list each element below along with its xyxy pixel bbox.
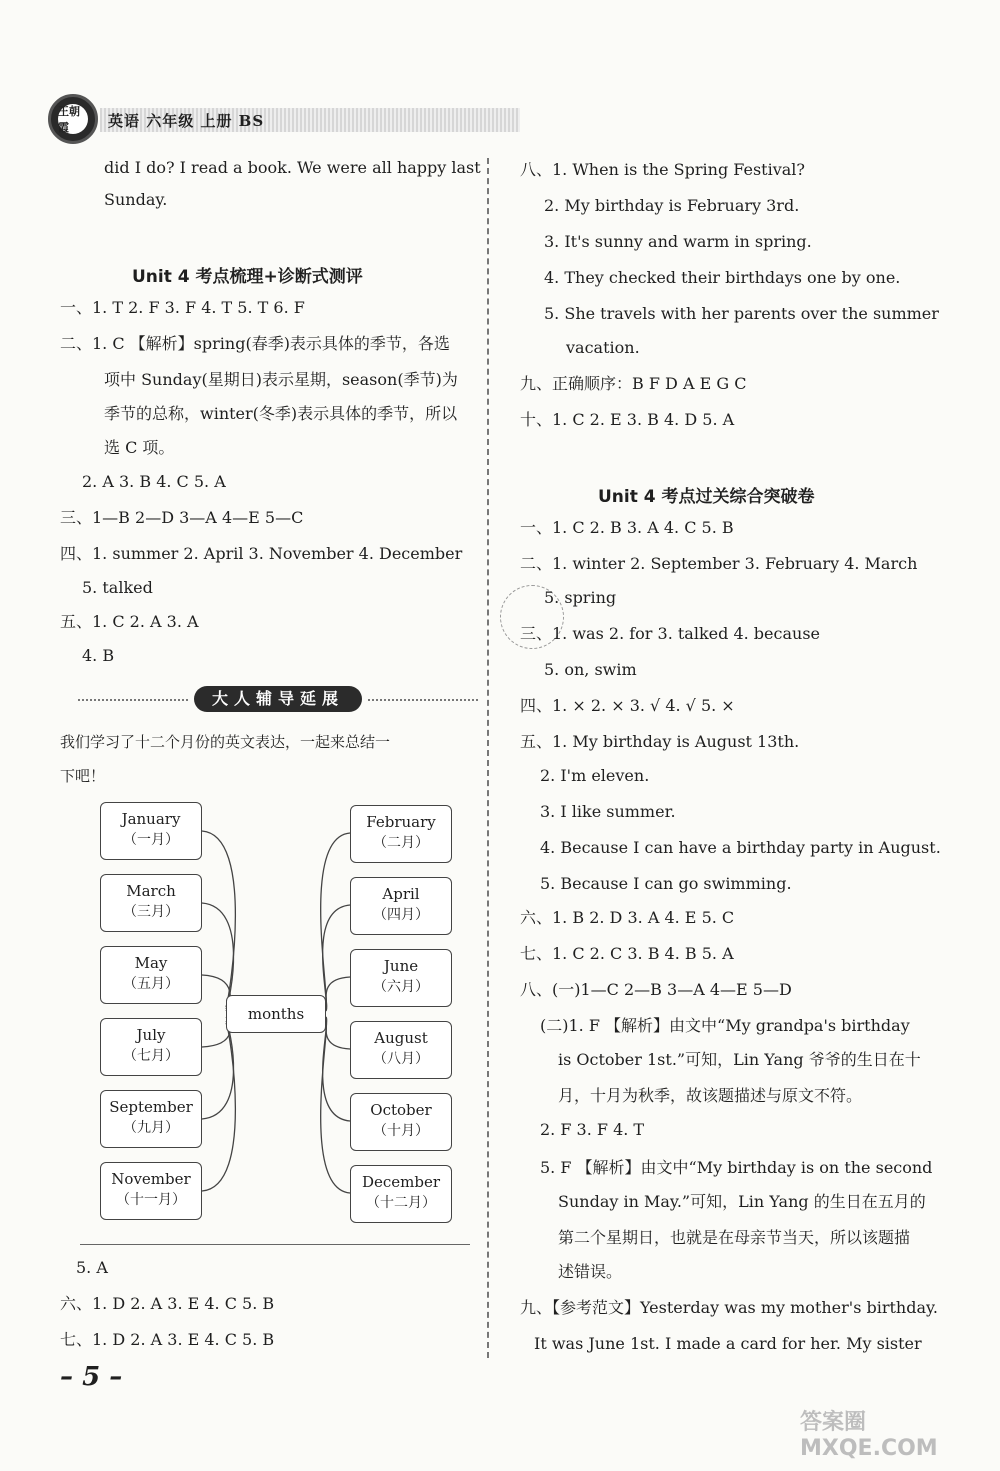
answer-line: 四、1. × 2. × 3. √ 4. √ 5. × [520,696,735,715]
answer-line: 5. spring [544,588,617,607]
month-box-june [350,949,452,1007]
publisher-logo-icon [48,94,98,144]
month-en: January [121,810,181,828]
page-number: – 5 – [60,1362,123,1392]
answer-line: 八、(一)1—C 2—B 3—A 4—E 5—D [520,980,792,999]
month-cn: （十月） [373,1123,429,1139]
month-en: April [382,885,420,903]
month-box-may [100,946,202,1004]
answer-line: 2. A 3. B 4. C 5. A [82,472,226,491]
answer-line: 一、1. C 2. B 3. A 4. C 5. B [520,518,734,537]
answer-line: 七、1. C 2. C 3. B 4. B 5. A [520,944,734,963]
month-cn: （三月） [123,904,179,920]
answer-line: 4. They checked their birthdays one by one. [544,268,901,287]
answer-line: 二、1. C 【解析】spring(春季)表示具体的季节，各选 [60,334,450,353]
answer-line: 五、1. My birthday is August 13th. [520,732,800,751]
month-box-october [350,1093,452,1151]
answer-line: (二)1. F 【解析】由文中“My grandpa's birthday [540,1016,910,1035]
month-cn: （六月） [373,979,429,995]
intro-line: did I do? I read a book. We were all happy last [104,158,481,177]
banner-dash-right [368,699,478,701]
month-en: September [109,1098,193,1116]
answer-line: 5. A [76,1258,108,1277]
answer-line: 2. I'm eleven. [540,766,650,785]
answer-line: 一、1. T 2. F 3. F 4. T 5. T 6. F [60,298,305,317]
months-center-node: months [226,995,326,1033]
answer-line: 三、1. was 2. for 3. talked 4. because [520,624,821,643]
month-cn: （十一月） [116,1192,186,1208]
answer-line: 选 C 项。 [104,438,175,457]
month-en: July [136,1026,166,1044]
site-watermark: 答案圈 MXQE.COM [800,1410,938,1461]
answer-line: 六、1. D 2. A 3. E 4. C 5. B [60,1294,275,1313]
month-cn: （九月） [123,1120,179,1136]
month-cn: （七月） [123,1048,179,1064]
month-en: November [111,1170,191,1188]
logo-text: 王朝霞 [58,104,88,134]
answer-line: is October 1st.”可知，Lin Yang 爷爷的生日在十 [558,1050,921,1069]
extension-banner [78,686,478,714]
intro-line: Sunday. [104,190,168,209]
page-header [48,94,508,144]
month-en: February [366,813,436,831]
answer-line: 八、1. When is the Spring Festival? [520,160,805,179]
month-cn: （十二月） [366,1195,436,1211]
month-cn: （五月） [123,976,179,992]
answer-line: Sunday in May.”可知，Lin Yang 的生日在五月的 [558,1192,926,1211]
answer-line: 4. B [82,646,115,665]
month-en: December [361,1173,441,1191]
answer-line: 5. talked [82,578,153,597]
answer-line: 5. F 【解析】由文中“My birthday is on the second [540,1158,933,1177]
month-en: March [126,882,176,900]
answer-line: 2. My birthday is February 3rd. [544,196,800,215]
month-cn: （二月） [373,835,429,851]
answer-line: It was June 1st. I made a card for her. My sister [534,1334,922,1353]
month-box-december [350,1165,452,1223]
month-en: August [374,1029,428,1047]
month-cn: （四月） [373,907,429,923]
month-box-january [100,802,202,860]
answer-line: 五、1. C 2. A 3. A [60,612,199,631]
answer-line: 六、1. B 2. D 3. A 4. E 5. C [520,908,735,927]
month-box-november [100,1162,202,1220]
section-title-right: Unit 4 考点过关综合突破卷 [598,487,815,507]
month-box-march [100,874,202,932]
extension-banner-label: 大人辅导延展 [194,686,362,712]
month-box-april [350,877,452,935]
answer-line: 3. It's sunny and warm in spring. [544,232,812,251]
month-en: October [370,1101,432,1119]
answer-line: 季节的总称，winter(冬季)表示具体的季节，所以 [104,404,458,423]
banner-dash-left [78,699,188,701]
month-en: June [383,957,419,975]
answer-line: 5. on, swim [544,660,637,679]
answer-line: 5. Because I can go swimming. [540,874,792,893]
month-cn: （一月） [123,832,179,848]
answer-line: 3. I like summer. [540,802,676,821]
month-box-september [100,1090,202,1148]
answer-line: 月，十月为秋季，故该题描述与原文不符。 [558,1086,863,1105]
answer-line: 4. Because I can have a birthday party in August. [540,838,941,857]
extension-intro: 我们学习了十二个月份的英文表达，一起来总结一 [60,733,391,751]
answer-line: 七、1. D 2. A 3. E 4. C 5. B [60,1330,275,1349]
month-box-july [100,1018,202,1076]
answer-line: 第二个星期日，也就是在母亲节当天，所以该题描 [558,1228,911,1247]
mind-map-bottom-rule [80,1244,470,1245]
answer-line: 三、1—B 2—D 3—A 4—E 5—C [60,508,304,527]
month-box-august [350,1021,452,1079]
section-title-left: Unit 4 考点梳理+诊断式测评 [132,267,363,287]
answer-line: 5. She travels with her parents over the summer [544,304,939,323]
answer-line: 九、正确顺序：B F D A E G C [520,374,747,393]
answer-line: vacation. [566,338,640,357]
answer-line: 九、【参考范文】Yesterday was my mother's birthday. [520,1298,939,1317]
months-mind-map [80,795,490,1240]
answer-line: 二、1. winter 2. September 3. February 4. March [520,554,918,573]
month-cn: （八月） [373,1051,429,1067]
extension-intro: 下吧！ [60,767,106,785]
page-number-value: 5 [82,1362,101,1392]
month-en: May [134,954,168,972]
answer-line: 述错误。 [558,1262,623,1281]
answer-line: 项中 Sunday(星期日)表示星期，season(季节)为 [104,370,458,389]
answer-line: 2. F 3. F 4. T [540,1120,645,1139]
answer-line: 十、1. C 2. E 3. B 4. D 5. A [520,410,735,429]
answer-line: 四、1. summer 2. April 3. November 4. December [60,544,463,563]
header-title: 英语 六年级 上册 BS [108,112,265,130]
month-box-february [350,805,452,863]
